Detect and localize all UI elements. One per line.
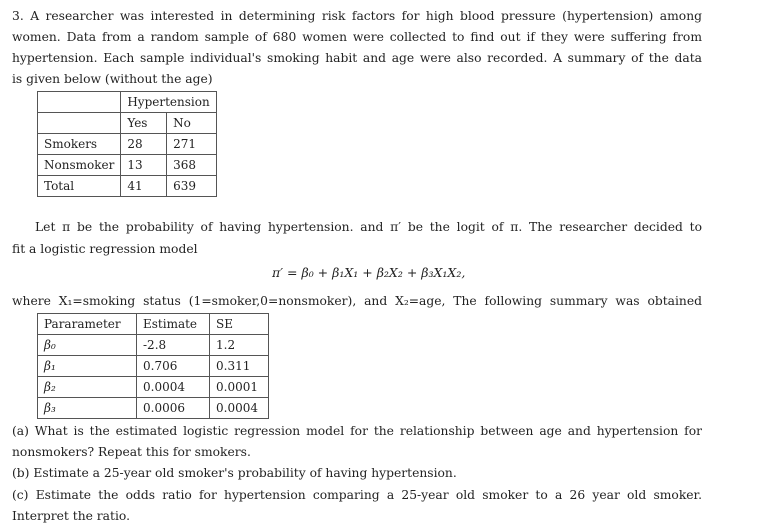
table-row (38, 134, 217, 155)
model-line-1: Let π be the probability of having hypertension. and π′ be the logit of π. The researcher decided to (35, 220, 702, 234)
se-cell: 0.0001 (210, 377, 269, 398)
question-c-line-2: Interpret the ratio. (12, 509, 130, 523)
table1-col-no: No (167, 113, 217, 134)
estimate-cell: 0.0004 (137, 377, 210, 398)
yes-cell: 13 (121, 155, 167, 176)
no-cell: 368 (167, 155, 217, 176)
table-row (38, 377, 269, 398)
estimate-cell: 0.706 (137, 356, 210, 377)
table-row (38, 335, 269, 356)
estimate-cell: -2.8 (137, 335, 210, 356)
table-row (38, 176, 217, 197)
intro-line-4: is given below (without the age) (12, 72, 213, 86)
param-head: Pararameter (38, 314, 137, 335)
no-cell: 271 (167, 134, 217, 155)
table-row (38, 398, 269, 419)
yes-cell: 28 (121, 134, 167, 155)
table1-header: Hypertension (121, 92, 216, 113)
question-a-line-2: nonsmokers? Repeat this for smokers. (12, 445, 251, 459)
se-cell: 0.0004 (210, 398, 269, 419)
table-row (38, 356, 269, 377)
model-line-2: fit a logistic regression model (12, 242, 198, 256)
where-line: where X₁=smoking status (1=smoker,0=nonsmoker), and X₂=age, The following summary was obtained (12, 294, 702, 308)
se-head: SE (210, 314, 269, 335)
intro-line-1: 3. A researcher was interested in determining risk factors for high blood pressure (hypertension) among (12, 9, 702, 23)
param-cell: β₃ (38, 398, 137, 419)
no-cell: 639 (167, 176, 217, 197)
table-row (38, 155, 217, 176)
estimate-cell: 0.0006 (137, 398, 210, 419)
table1-blank (38, 113, 121, 134)
intro-line-2: women. Data from a random sample of 680 women were collected to find out if they were suffering from (12, 30, 702, 44)
question-c-line-1: (c) Estimate the odds ratio for hypertension comparing a 25-year old smoker to a 26 year old smoker. (12, 488, 702, 502)
row-label: Smokers (38, 134, 121, 155)
question-b: (b) Estimate a 25-year old smoker's probability of having hypertension. (12, 466, 457, 480)
param-cell: β₂ (38, 377, 137, 398)
se-cell: 1.2 (210, 335, 269, 356)
parameter-table (37, 313, 269, 419)
table1-col-yes: Yes (121, 113, 167, 134)
se-cell: 0.311 (210, 356, 269, 377)
question-a-line-1: (a) What is the estimated logistic regression model for the relationship between age and hypertension for (12, 424, 702, 438)
row-label: Total (38, 176, 121, 197)
yes-cell: 41 (121, 176, 167, 197)
estimate-head: Estimate (137, 314, 210, 335)
intro-line-3: hypertension. Each sample individual's smoking habit and age were also recorded. A summary of the data (12, 51, 702, 65)
table1-corner (38, 92, 121, 113)
hypertension-table (37, 91, 217, 197)
param-cell: β₀ (38, 335, 137, 356)
logit-formula: π′ = β₀ + β₁X₁ + β₂X₂ + β₃X₁X₂, (272, 265, 466, 280)
param-cell: β₁ (38, 356, 137, 377)
row-label: Nonsmoker (38, 155, 121, 176)
